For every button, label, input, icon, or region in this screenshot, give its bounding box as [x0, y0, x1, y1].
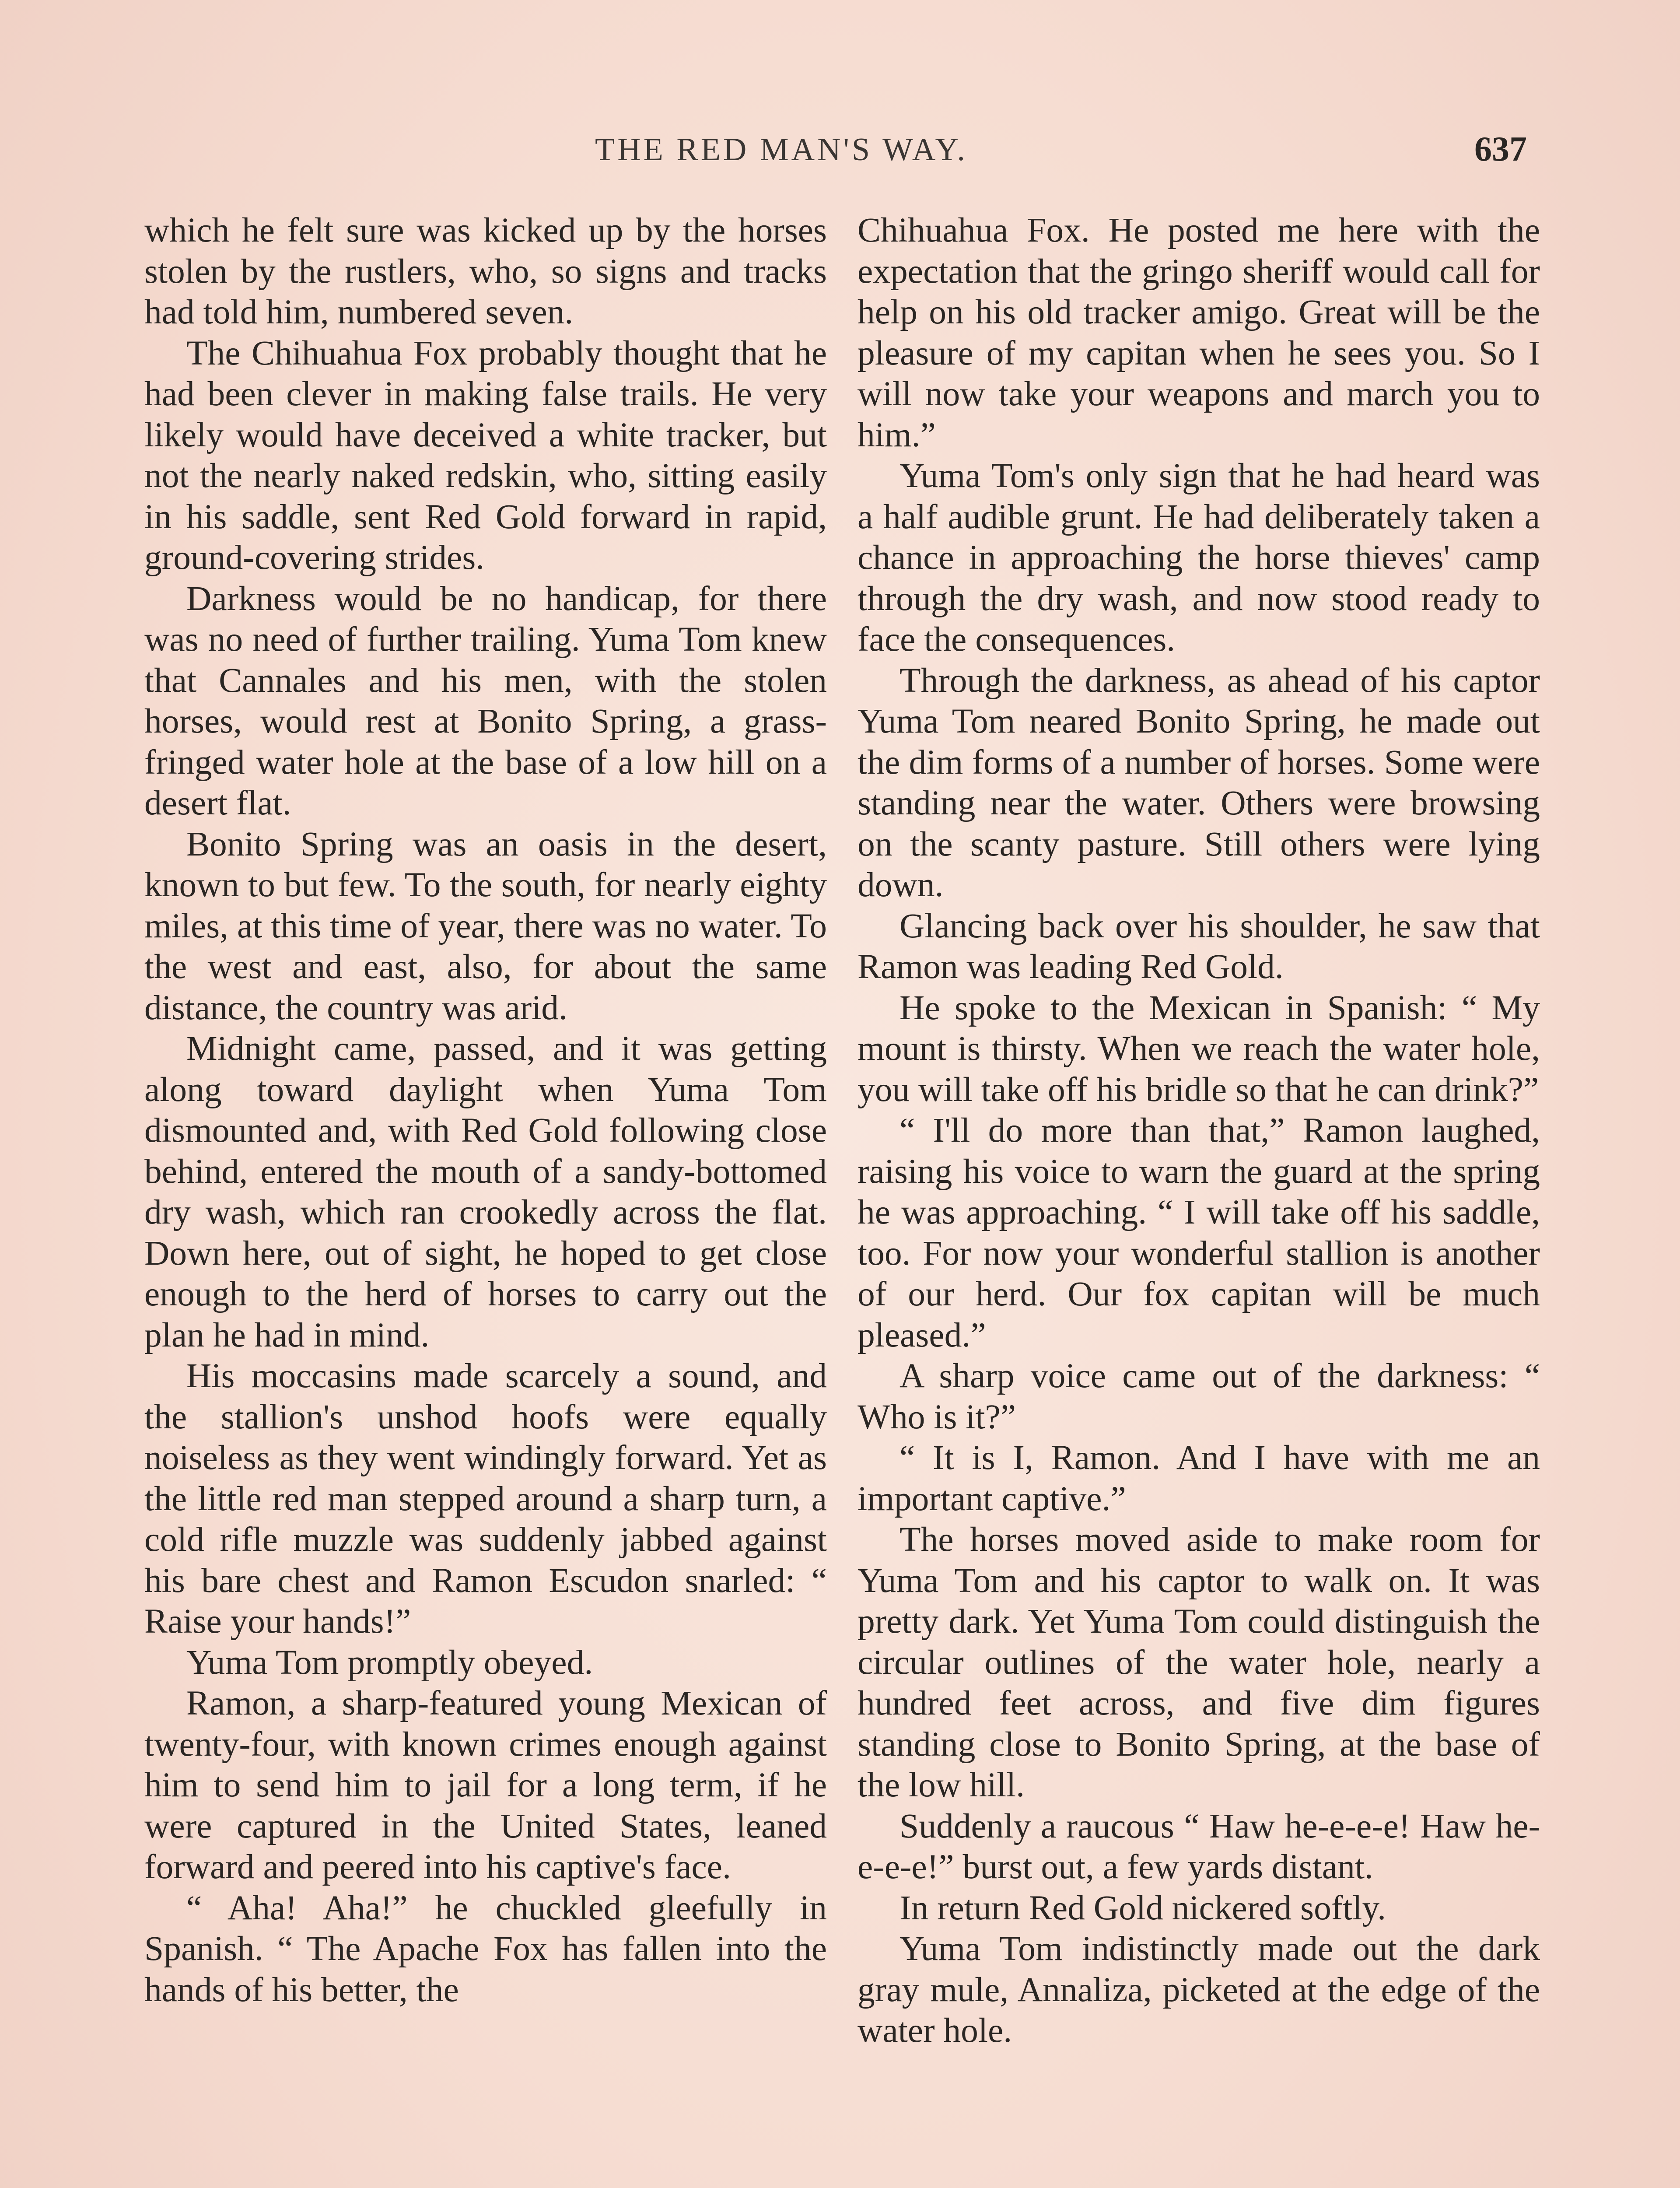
paragraph: which he felt sure was kicked up by the horses stolen by the rustlers, who, so signs and tracks had told him, numbered seven. — [144, 211, 827, 331]
paragraph: In return Red Gold nickered softly. — [900, 1888, 1386, 1927]
paragraph: Ramon, a sharp-featured young Mexican of twenty-four, with known crimes enough against him to send him to jail for a long term, if he were captured in the United States, leaned forward and peered into his captive's face. — [144, 1684, 827, 1886]
paragraph: Darkness would be no handicap, for there was no need of further trailing. Yuma Tom knew that Cannales and his men, with the stolen horses, would rest at Bonito Spring, a grass-fringed water hole at the base of a low hill on a desert flat. — [144, 579, 827, 822]
paragraph: Chihuahua Fox. He posted me here with the expectation that the gringo sheriff would call for help on his old tracker amigo. Great will be the pleasure of my capitan when he sees you. So I will now take your weapons and march you to him.” — [858, 211, 1540, 454]
running-head-title: THE RED MAN'S WAY. — [595, 132, 968, 168]
paragraph: Through the darkness, as ahead of his captor Yuma Tom neared Bonito Spring, he made out the dim forms of a number of horses. Some were standing near the water. Others were browsing on the scanty pasture. Still others were lying down. — [858, 661, 1540, 904]
paragraph: His moccasins made scarcely a sound, and the stallion's unshod hoofs were equally noiseless as they went windingly forward. Yet as the little red man stepped around a sharp turn, a cold rifle muzzle was suddenly jabbed against his bare chest and Ramon Escudon snarled: “ Raise your hands!” — [144, 1357, 827, 1641]
paragraph: A sharp voice came out of the darkness: “ Who is it?” — [858, 1357, 1540, 1436]
paragraph: “ I'll do more than that,” Ramon laughed, raising his voice to warn the guard at the spring he was approaching. “ I will take off his saddle, too. For now your wonderful stallion is another of our herd. Our fox capitan will be much pleased.” — [858, 1111, 1540, 1354]
paragraph: Bonito Spring was an oasis in the desert, known to but few. To the south, for nearly eighty miles, at this time of year, there was no water. To the west and east, also, for about the same distance, the country was arid. — [144, 824, 827, 1027]
paragraph: Yuma Tom's only sign that he had heard was a half audible grunt. He had deliberately taken a chance in approaching the horse thieves' camp through the dry wash, and now stood ready to face the consequences. — [858, 456, 1540, 659]
paragraph: Suddenly a raucous “ Haw he-e-e-e! Haw he-e-e-e!” burst out, a few yards distant. — [858, 1806, 1540, 1886]
paragraph: The horses moved aside to make room for Yuma Tom and his captor to walk on. It was pretty dark. Yet Yuma Tom could distinguish the circular outlines of the water hole, nearly a hundred feet across, and five dim figures standing close to Bonito Spring, at the base of the low hill. — [858, 1520, 1540, 1804]
paragraph: Yuma Tom promptly obeyed. — [186, 1643, 593, 1682]
paragraph: Yuma Tom indistinctly made out the dark gray mule, Annaliza, picketed at the edge of the water hole. — [858, 1929, 1540, 2050]
paragraph: “ It is I, Ramon. And I have with me an important captive.” — [858, 1438, 1540, 1518]
paragraph: Midnight came, passed, and it was getting along toward daylight when Yuma Tom dismounted and, with Red Gold following close behind, entered the mouth of a sandy-bottomed dry wash, which ran crookedly across the flat. Down here, out of sight, he hoped to get close enough to the herd of horses to carry out the plan he had in mind. — [144, 1029, 827, 1354]
paragraph: “ Aha! Aha!” he chuckled gleefully in Spanish. “ The Apache Fox has fallen into the hands of his better, the — [144, 1888, 827, 2009]
right-text-column — [858, 210, 1540, 2051]
paragraph: The Chihuahua Fox probably thought that he had been clever in making false trails. He very likely would have deceived a white tracker, but not the nearly naked redskin, who, sitting easily in his saddle, sent Red Gold forward in rapid, ground-covering strides. — [144, 333, 827, 577]
paragraph: He spoke to the Mexican in Spanish: “ My mount is thirsty. When we reach the water hole, you will take off his bridle so that he can drink?” — [858, 988, 1540, 1109]
left-text-column — [144, 210, 827, 2010]
running-head — [0, 131, 1680, 184]
page-number: 637 — [1474, 130, 1527, 168]
paragraph: Glancing back over his shoulder, he saw that Ramon was leading Red Gold. — [858, 906, 1540, 986]
